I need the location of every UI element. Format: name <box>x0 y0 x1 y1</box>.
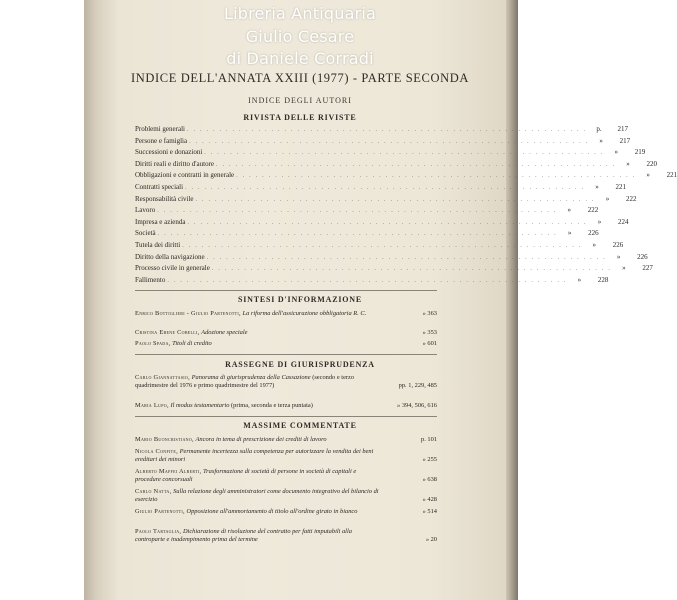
item-label: Diritti reali e diritto d'autore <box>135 159 215 168</box>
list-item: Impresa e azienda .............................................................. » 224 <box>135 217 437 229</box>
item-label: Lavoro <box>135 206 156 215</box>
entry-page-ref: » 363 <box>422 310 437 317</box>
watermark-line-3: di Daniele Corradi <box>226 49 374 68</box>
entry-authors: Mario Buoncristiano, <box>135 436 194 443</box>
page-title: INDICE DELL'ANNATA XXIII (1977) - PARTE SECONDA <box>131 71 469 85</box>
entry-authors: Paolo Spada, <box>135 340 171 347</box>
list-item <box>135 374 437 390</box>
watermark-line-1: Libreria Antiquaria <box>223 4 377 23</box>
section-divider <box>135 354 437 355</box>
entry-title: Opposizione all'ammortamento di titolo all'ordine girato in bianco <box>186 508 358 515</box>
rivista-list <box>135 124 677 286</box>
item-label: Contratti speciali <box>135 182 184 191</box>
entry-page-ref: » 601 <box>422 340 437 347</box>
item-label: Persone e famiglia <box>135 136 188 145</box>
entry-authors: Alberto Maffei Alberti, <box>135 468 202 475</box>
list-item <box>135 508 437 516</box>
entry-title: Titoli di credito <box>172 340 212 347</box>
list-item: Diritto della navigazione .............................................................. » 226 <box>135 252 437 264</box>
item-label: Responsabilità civile <box>135 194 194 203</box>
list-item: Società .............................................................. » 226 <box>135 228 437 240</box>
item-label: Problemi generali <box>135 125 185 133</box>
entry-note: (secondo e terzo quadrimestre del 1976 e primo quadrimestre del 1977) <box>135 374 355 390</box>
watermark-line-2: Giulio Cesare <box>245 27 355 46</box>
entry-page-ref: » 428 <box>422 496 437 504</box>
entry-title: Il modus testamentario <box>170 402 230 409</box>
entry-authors: Giulio Partenotti, <box>135 508 185 515</box>
list-item <box>135 402 437 410</box>
list-item <box>135 448 437 464</box>
entry-page-ref: » 394, 506, 616 <box>397 402 437 409</box>
list-item <box>135 468 437 484</box>
entry-note: (prima, seconda e terza puntata) <box>231 402 313 409</box>
entry-page-ref: » 255 <box>422 456 437 464</box>
list-item: Lavoro .............................................................. » 222 <box>135 205 437 217</box>
entry-title: Trasformazione di società di persone in società di capitali e procedure concorsuali <box>135 468 357 484</box>
book-spine <box>506 0 518 600</box>
list-item: Successioni e donazioni .............................................................. » 219 <box>135 147 437 159</box>
list-item <box>135 436 437 444</box>
entry-page-ref: pp. 1, 229, 485 <box>398 382 437 390</box>
list-item: Responsabilità civile .............................................................. » 222 <box>135 194 437 206</box>
item-label: Diritto della navigazione <box>135 252 205 261</box>
entry-page-ref: » 638 <box>422 476 437 484</box>
entry-title: Panorama di giurisprudenza della Cassazione <box>191 374 311 381</box>
entry-title: Permanente incertezza sulla competenza per autorizzare la vendita dei beni ereditari dei minori <box>135 448 374 464</box>
list-item <box>135 329 437 337</box>
entry-title: Sulla relazione degli amministratori come documento integrativo del bilancio di esercizio <box>135 488 379 504</box>
entry-authors: Carlo Natta, <box>135 488 172 495</box>
entry-page-ref: p. 101 <box>421 436 437 443</box>
entry-page-ref: » 514 <box>422 508 437 515</box>
section-heading-sintesi: SINTESI D'INFORMAZIONE <box>237 295 363 304</box>
section-divider <box>135 290 437 291</box>
entry-authors: Paolo Tartaglia, <box>135 528 182 535</box>
item-label: Fallimento <box>135 275 166 284</box>
item-label: Società <box>135 229 156 238</box>
list-item <box>135 528 437 544</box>
entry-title: Dichiarazione di risoluzione del contratto per fatti imputabili alla controparte e inadempimento prima del termine <box>135 528 352 544</box>
entry-page-ref: » 20 <box>425 536 437 544</box>
section-heading-rivista: RIVISTA DELLE RIVISTE <box>243 113 357 122</box>
entry-authors: Enrico Bottiglieri - Giulio Partenotti, <box>135 310 241 317</box>
entry-title: Adozione speciale <box>201 329 248 336</box>
list-item <box>135 340 437 348</box>
list-item: Persone e famiglia .............................................................. » 217 <box>135 136 437 148</box>
item-label: Obbligazioni e contratti in generale <box>135 171 235 180</box>
section-heading-rassegne: RASSEGNE DI GIURISPRUDENZA <box>225 360 375 369</box>
item-label: Successioni e donazioni <box>135 148 203 157</box>
entry-title: Ancora in tema di prescrizione dei crediti di lavoro <box>195 436 327 443</box>
list-item: Obbligazioni e contratti in generale .............................................................. » 221 <box>135 170 437 182</box>
list-item <box>135 310 437 318</box>
entry-authors: Carlo Giannattasio, <box>135 374 191 381</box>
list-item: Diritti reali e diritto d'autore .............................................................. » 220 <box>135 159 437 171</box>
list-item: Processo civile in generale .............................................................. » 227 <box>135 263 437 275</box>
entry-authors: Maria Lupo, <box>135 402 169 409</box>
list-item: Contratti speciali .............................................................. » 221 <box>135 182 437 194</box>
list-item: Tutela dei diritti .............................................................. » 226 <box>135 240 437 252</box>
entry-authors: Nicola Confite, <box>135 448 179 455</box>
page-subtitle: INDICE DEGLI AUTORI <box>248 96 352 105</box>
entry-title: La riforma dell'assicurazione obbligatoria R. C. <box>242 310 367 317</box>
item-label: Tutela dei diritti <box>135 240 181 249</box>
section-divider <box>135 416 437 417</box>
item-label: Processo civile in generale <box>135 264 210 273</box>
item-label: Impresa e azienda <box>135 217 186 226</box>
list-item <box>135 488 437 504</box>
section-heading-massime: MASSIME COMMENTATE <box>243 421 357 430</box>
entry-page-ref: » 353 <box>422 329 437 336</box>
entry-authors: Cristina Ebene Cobelli, <box>135 329 200 336</box>
list-item: Problemi generali .............................................................. p. 217 <box>135 124 437 136</box>
list-item: Fallimento .............................................................. » 228 <box>135 275 437 287</box>
